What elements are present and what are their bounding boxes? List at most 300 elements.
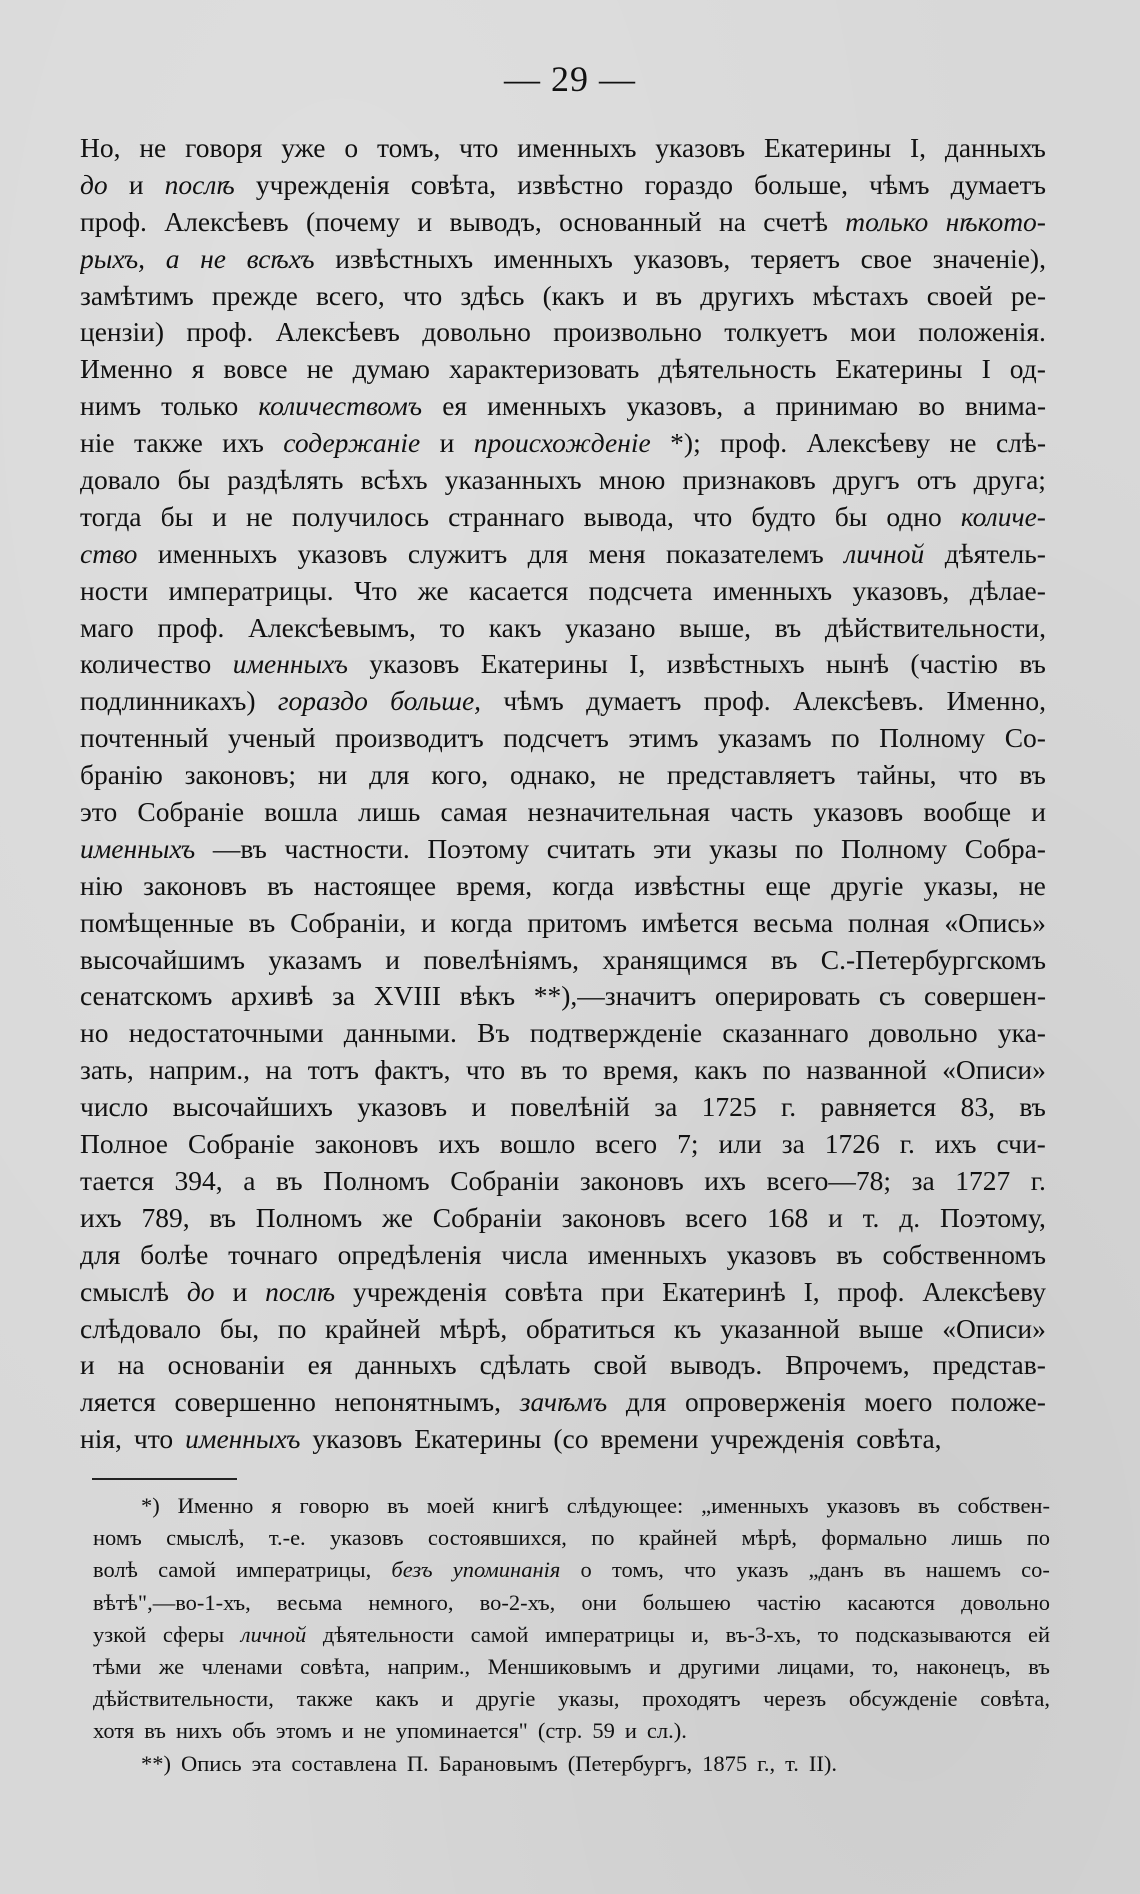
word: въ <box>387 1493 409 1518</box>
italic-word: происхожденіе <box>473 427 651 459</box>
word: нимъ <box>80 390 142 422</box>
word: они <box>581 1589 617 1615</box>
word: довольно <box>422 316 531 348</box>
italic-word: всѣхъ <box>246 242 315 274</box>
word: будто <box>751 500 816 532</box>
word: и <box>439 427 455 459</box>
word: частію <box>756 1589 822 1615</box>
word: въ <box>770 943 798 975</box>
word: по <box>794 832 824 864</box>
word: признаковъ <box>682 464 816 496</box>
word: весьма <box>753 906 834 938</box>
word: Полному <box>841 832 948 864</box>
text-line <box>80 536 1046 573</box>
main-text <box>80 130 1046 1458</box>
text-line <box>80 573 1046 610</box>
word: довольно <box>869 1017 978 1049</box>
text-line <box>80 1347 1046 1384</box>
word: черезъ <box>763 1686 827 1712</box>
word: всего, <box>315 279 385 311</box>
word: дѣйствительности, <box>824 611 1046 643</box>
word: въ <box>144 1718 166 1744</box>
word: смыслѣ <box>80 1275 169 1307</box>
word: 168 <box>767 1201 809 1233</box>
word: всего—78; <box>766 1164 892 1196</box>
word: проф. <box>80 205 147 237</box>
word: подсчетъ <box>503 722 609 754</box>
italic-word: упоминанія <box>452 1557 561 1583</box>
word: не <box>949 427 977 459</box>
word: для <box>80 1238 121 1270</box>
word: Но, <box>80 132 121 163</box>
word: Собраніе <box>187 1128 295 1160</box>
word: подлинникахъ) <box>80 685 256 717</box>
text-line <box>80 610 1046 647</box>
word: оперировать <box>714 980 861 1012</box>
word: императрицы <box>545 1621 675 1647</box>
word: указанныхъ <box>444 464 582 496</box>
word: то, <box>872 1653 899 1679</box>
word: болѣе <box>140 1238 209 1270</box>
word: подсчета <box>588 574 693 606</box>
word: то <box>562 1054 588 1086</box>
word: мною <box>598 464 666 496</box>
word: узкой <box>93 1621 147 1647</box>
word: „данъ <box>808 1557 864 1583</box>
italic-word: содержаніе <box>283 427 421 459</box>
word: Полномъ <box>255 1201 363 1233</box>
word: С.-Петербургскомъ <box>820 943 1046 975</box>
word: именныхъ <box>587 1238 707 1270</box>
word: большею <box>642 1589 731 1615</box>
word: объ <box>232 1718 266 1744</box>
text-line <box>80 1163 1046 1200</box>
word: опроверженія <box>684 1386 846 1418</box>
text-line <box>80 167 1046 204</box>
word: настоящее <box>313 869 437 901</box>
italic-word: количествомъ <box>258 390 423 422</box>
word: 1726 <box>824 1128 880 1160</box>
word: *) <box>141 1493 160 1518</box>
italic-word: именныхъ <box>80 832 196 864</box>
text-line <box>80 683 1046 720</box>
word: толкуетъ <box>724 316 828 348</box>
word: во-2-хъ, <box>479 1589 556 1615</box>
word: еще <box>765 869 811 901</box>
word: указъ <box>736 1557 789 1583</box>
word: что <box>693 500 733 532</box>
text-line <box>80 1052 1046 1089</box>
word: Екатерины <box>480 648 608 680</box>
word: по <box>1026 1525 1050 1551</box>
word: въ <box>1019 759 1046 791</box>
word: это <box>80 796 118 828</box>
word: самой <box>158 1557 216 1583</box>
word: въ <box>209 1201 236 1233</box>
word: Екатерины <box>414 1423 542 1455</box>
word: въ-3-хъ, <box>725 1621 802 1647</box>
word: проф. <box>186 316 254 348</box>
word: въ <box>276 1164 303 1196</box>
word: Алексѣеву <box>922 1275 1046 1307</box>
word: нію <box>80 869 123 901</box>
word: подтвержденіе <box>529 1017 703 1049</box>
text-line <box>80 1126 1046 1163</box>
word: другими <box>678 1653 760 1679</box>
word: счи- <box>996 1128 1046 1160</box>
word: фактъ, <box>374 1054 451 1086</box>
word: только <box>161 390 239 422</box>
word: со- <box>1021 1557 1050 1583</box>
text-line <box>80 1274 1046 1311</box>
word: Екатерины <box>835 353 963 385</box>
word: я <box>191 353 205 385</box>
word: Алексѣеву <box>806 427 931 459</box>
word: ихъ <box>438 1128 481 1160</box>
word: слѣдовало <box>80 1312 202 1344</box>
word: выводъ. <box>669 1349 763 1381</box>
word: подсказываются <box>855 1621 1012 1647</box>
word: самой <box>470 1621 529 1647</box>
word: формально <box>821 1525 928 1551</box>
word: кого, <box>431 759 489 791</box>
word: законовъ <box>579 1164 684 1196</box>
word: сдѣлать <box>479 1349 571 1381</box>
word: тотъ <box>307 1054 359 1086</box>
word: архивѣ <box>231 980 314 1012</box>
word: указовъ <box>330 1525 404 1551</box>
word: притомъ <box>527 906 627 938</box>
word: проф. <box>720 427 788 459</box>
footnote-line <box>93 1748 1050 1780</box>
word: полная <box>848 906 930 938</box>
word: говорю <box>299 1493 370 1518</box>
word: уже <box>281 132 326 163</box>
word: хотя <box>93 1718 135 1744</box>
word: Полномъ <box>323 1164 430 1196</box>
word: вошло <box>500 1128 576 1160</box>
word: именныхъ <box>157 537 278 569</box>
word: свой <box>593 1349 647 1381</box>
word: слѣдующее: <box>566 1493 684 1518</box>
word: я <box>271 1493 282 1518</box>
text-line <box>80 978 1046 1015</box>
word: помѣщенные <box>80 906 234 938</box>
word: числа <box>501 1238 568 1270</box>
word: что <box>402 279 443 311</box>
word: какъ <box>694 1054 748 1086</box>
text-line <box>80 425 1046 462</box>
word: I, <box>909 132 927 163</box>
word: «Опись» <box>944 906 1046 938</box>
word: основанный <box>559 205 702 237</box>
word: 83, <box>960 1091 995 1123</box>
word: въ <box>917 1493 940 1518</box>
word: извѣстны <box>634 869 746 901</box>
word: тается <box>80 1164 154 1196</box>
text-line <box>80 130 1046 167</box>
word: произвольно <box>553 316 702 348</box>
word: не <box>245 500 273 532</box>
italic-word: послѣ <box>265 1275 336 1307</box>
word: другихъ <box>700 279 795 311</box>
word: Алексѣевъ <box>275 316 400 348</box>
word: д. <box>899 1201 921 1233</box>
word: од- <box>1009 353 1046 385</box>
word: и <box>441 1686 454 1712</box>
word: повелѣніямъ, <box>423 943 579 975</box>
word: и <box>649 1653 662 1679</box>
word: характеризовать <box>448 353 640 385</box>
word: въ <box>836 1238 863 1270</box>
word: и <box>341 1718 354 1744</box>
word: эти <box>652 832 692 864</box>
word: учрежденія <box>255 168 390 200</box>
word: по <box>591 1525 615 1551</box>
word: незначительная <box>527 796 711 828</box>
word: указовъ, <box>633 242 731 274</box>
word: нихъ <box>175 1718 223 1744</box>
word: сенатскомъ <box>80 980 213 1012</box>
word: недостаточными <box>128 1017 324 1049</box>
text-line <box>80 942 1046 979</box>
word: основаніи <box>167 1349 285 1381</box>
word: крайней <box>325 1312 421 1344</box>
word: Полному <box>879 722 986 754</box>
word: для <box>625 1386 667 1418</box>
text-line <box>80 646 1046 683</box>
word: данныхъ <box>355 1349 457 1381</box>
word: I, <box>629 648 646 680</box>
word: время, <box>603 1054 679 1086</box>
word: Со- <box>1004 722 1046 754</box>
word: указовъ, <box>852 574 950 606</box>
word: Именно, <box>946 685 1046 717</box>
word: думаю <box>352 353 430 385</box>
word: ихъ <box>80 1201 122 1233</box>
text-line <box>80 1421 1046 1458</box>
word: сферы <box>162 1621 225 1647</box>
word: когда <box>552 869 615 901</box>
text-line <box>80 462 1046 499</box>
word: извѣстныхъ <box>335 242 474 274</box>
italic-word: гораздо <box>277 685 368 717</box>
word: Поэтому <box>427 832 530 864</box>
word: для <box>527 537 569 569</box>
word: 1725 <box>701 1091 757 1123</box>
text-line <box>80 868 1046 905</box>
word: законовъ <box>314 1128 419 1160</box>
italic-word: только <box>845 205 929 237</box>
footnote-line <box>93 1651 1050 1683</box>
word: положе- <box>951 1386 1046 1418</box>
word: Именно <box>177 1493 254 1518</box>
word: именныхъ <box>712 574 833 606</box>
text-line <box>80 314 1046 351</box>
word: 1727 <box>955 1164 1011 1196</box>
word: Собраніе <box>137 796 245 828</box>
word: повелѣній <box>510 1091 630 1123</box>
word: указы <box>709 832 778 864</box>
word: номъ <box>93 1525 142 1551</box>
text-line <box>80 794 1046 831</box>
word: законовъ <box>561 1201 666 1233</box>
word: что <box>459 132 499 163</box>
word: императрицы, <box>236 1557 372 1583</box>
word: на <box>265 1054 293 1086</box>
word: ихъ <box>934 1128 977 1160</box>
italic-word: личной <box>240 1621 307 1647</box>
word: за <box>781 1128 805 1160</box>
word: количество <box>80 648 212 680</box>
word: нія, <box>80 1423 122 1455</box>
word: собствен- <box>957 1493 1050 1518</box>
word: не <box>618 759 646 791</box>
word: то <box>817 1621 839 1647</box>
word: Алексѣевымъ, <box>248 611 416 643</box>
word: въ <box>520 1054 547 1086</box>
word: вовсе <box>223 353 288 385</box>
word: Что <box>354 574 398 606</box>
word: выводъ, <box>449 205 542 237</box>
word: моего <box>864 1386 933 1418</box>
footnote-line <box>93 1619 1050 1651</box>
word: данныхъ <box>944 132 1046 163</box>
word: извѣстныхъ <box>666 648 805 680</box>
word: дѣлае- <box>969 574 1046 606</box>
word: же <box>382 1201 413 1233</box>
word: одно <box>886 500 942 532</box>
word: всего <box>595 1128 658 1160</box>
word: выше <box>858 1312 924 1344</box>
word: въ <box>655 279 683 311</box>
word: страннаго <box>448 500 565 532</box>
word: частности. <box>284 832 410 864</box>
word: указовъ <box>813 796 904 828</box>
word: указовъ, <box>626 390 724 422</box>
text-line <box>80 241 1046 278</box>
word: показателемъ <box>665 537 824 569</box>
word: указы, <box>558 1686 620 1712</box>
word: служитъ <box>407 537 508 569</box>
word: Меншиковымъ <box>487 1653 632 1679</box>
word: цензіи) <box>80 316 165 348</box>
text-line <box>80 757 1046 794</box>
word: указамъ <box>268 943 362 975</box>
word: однако, <box>509 759 597 791</box>
text-line <box>80 831 1046 868</box>
word: бы <box>177 464 210 496</box>
word: упоминается" <box>395 1718 528 1744</box>
word: въ <box>1019 1091 1046 1123</box>
word: совершенно <box>174 1386 316 1418</box>
word: чѣмъ <box>869 168 930 200</box>
word: въ <box>248 906 276 938</box>
word: этомъ <box>275 1718 332 1744</box>
italic-word: личной <box>844 537 925 569</box>
word: проходятъ <box>642 1686 741 1712</box>
word: и <box>232 1275 248 1307</box>
word: положенія. <box>918 316 1046 348</box>
text-line <box>80 905 1046 942</box>
word: друга; <box>973 464 1046 496</box>
word: но <box>80 1017 109 1049</box>
word: т. <box>785 1750 799 1776</box>
word: въ <box>267 869 294 901</box>
word: значеніе), <box>932 242 1046 274</box>
word: (частію <box>910 648 998 680</box>
word: обратиться <box>525 1312 656 1344</box>
word: касаются <box>847 1589 935 1615</box>
word: Екатерины <box>764 132 892 163</box>
word: мѣрѣ, <box>741 1525 798 1551</box>
word: не <box>139 132 167 163</box>
text-line <box>80 1200 1046 1237</box>
word: ей <box>1027 1621 1050 1647</box>
word: 7; <box>677 1128 699 1160</box>
word: наприм., <box>387 1653 471 1679</box>
word: императрицы. <box>168 574 334 606</box>
word: I <box>981 353 991 385</box>
word: данными. <box>343 1017 457 1049</box>
italic-word: больше, <box>390 685 482 717</box>
word: **) <box>141 1750 171 1776</box>
word: раздѣлять <box>227 464 344 496</box>
word: Собра- <box>964 832 1046 864</box>
word: говоря <box>185 132 263 163</box>
word: счетѣ <box>763 205 828 237</box>
word: своей <box>926 279 993 311</box>
word: 789, <box>141 1201 190 1233</box>
word: о <box>580 1557 592 1583</box>
word: проф. <box>157 611 225 643</box>
italic-word: до <box>80 168 108 200</box>
word: (Петербургъ, <box>567 1750 693 1776</box>
word: Барановымъ <box>438 1750 558 1776</box>
word: ихъ <box>704 1164 746 1196</box>
word: именныхъ <box>493 242 613 274</box>
footnote-line <box>93 1490 1050 1522</box>
word: П. <box>406 1750 429 1776</box>
word: извѣстно <box>517 168 624 200</box>
word: о <box>344 132 359 163</box>
word: а <box>743 390 756 422</box>
word: и, <box>691 1621 709 1647</box>
word: Опись <box>181 1750 242 1776</box>
word: внима- <box>964 390 1046 422</box>
word: ляется <box>80 1386 156 1418</box>
word: моей <box>426 1493 475 1518</box>
word: также <box>296 1686 353 1712</box>
word: весьма <box>276 1589 343 1615</box>
word: больше, <box>754 168 848 200</box>
word: указовъ <box>312 1423 403 1455</box>
word: по <box>277 1312 307 1344</box>
word: непонятнымъ, <box>334 1386 502 1418</box>
word: мѣрѣ, <box>439 1312 508 1344</box>
text-line <box>80 388 1046 425</box>
word: хранящимся <box>602 943 748 975</box>
word: бы <box>160 500 194 532</box>
word: выше, <box>679 611 751 643</box>
word: на <box>719 205 746 237</box>
word: „именныхъ <box>701 1493 809 1518</box>
word: ука- <box>997 1017 1046 1049</box>
footnote-line <box>93 1683 1050 1715</box>
word: же <box>417 574 449 606</box>
italic-word: рыхъ, <box>80 242 146 274</box>
word: наконецъ, <box>916 1653 1011 1679</box>
